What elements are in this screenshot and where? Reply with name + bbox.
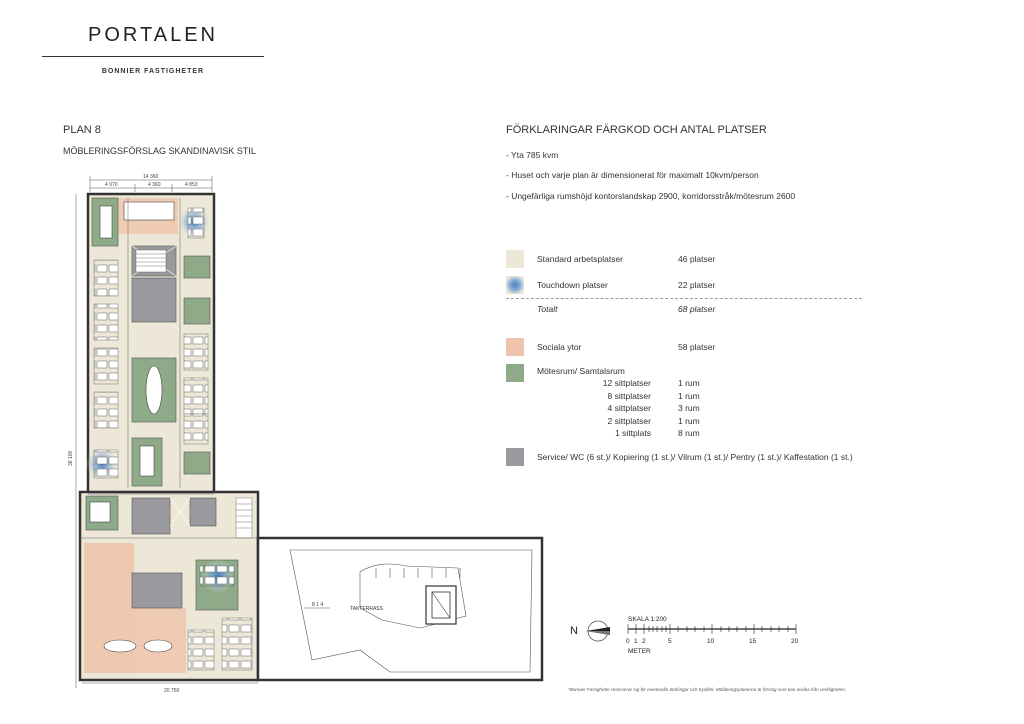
legend-note-area: - Yta 785 kvm (506, 150, 559, 160)
scale-tick-1: 1 (634, 638, 638, 645)
meeting-size-1: 1 sittplats (615, 428, 651, 438)
scale-label: SKALA 1:200 (628, 616, 667, 623)
meeting-count-8: 1 rum (678, 391, 700, 401)
dim-seg1: 4 970 (105, 182, 118, 188)
meeting-size-2: 2 sittplatser (607, 416, 651, 426)
terrace-dim: 8 1 4 (312, 602, 324, 608)
north-label: N (570, 625, 578, 637)
legend-title: FÖRKLARINGAR FÄRGKOD OCH ANTAL PLATSER (506, 124, 767, 136)
plan-title: PLAN 8 (63, 124, 101, 136)
legend-value-total: 68 platser (678, 304, 716, 314)
scale-bar (568, 610, 808, 660)
legend-value-touchdown: 22 platser (678, 280, 716, 290)
dim-height: 38 100 (68, 450, 74, 466)
legend-value-standard: 46 platser (678, 254, 716, 264)
north-arrow-icon (586, 621, 610, 641)
meeting-size-8: 8 sittplatser (607, 391, 651, 401)
legend-label-service: Service/ WC (6 st.)/ Kopiering (1 st.)/ Vilrum (1 st.)/ Pentry (1 st.)/ Kaffestation (1 st.) (537, 452, 853, 462)
meeting-count-12: 1 rum (678, 378, 700, 388)
meeting-count-1: 8 rum (678, 428, 700, 438)
legend-value-social: 58 platser (678, 342, 716, 352)
scale-tick-10: 10 (707, 638, 715, 645)
meeting-size-4: 4 sittplatser (607, 403, 651, 413)
legend-label-meeting: Mötesrum/ Samtalsrum (537, 366, 625, 376)
dim-bottom-width: 20 750 (164, 688, 180, 694)
brand-divider (42, 56, 264, 57)
scale-tick-2: 2 (642, 638, 646, 645)
legend-label-touchdown: Touchdown platser (537, 280, 608, 290)
brand-subtitle: BONNIER FASTIGHETER (101, 68, 205, 75)
dim-total-width: 14 360 (143, 174, 159, 180)
roof-terrace (258, 538, 542, 680)
scale-tick-20: 20 (791, 638, 799, 645)
terrace-label: TAKTERRASS (350, 606, 383, 612)
meeting-count-2: 1 rum (678, 416, 700, 426)
floor-plan (60, 168, 560, 698)
scale-tick-5: 5 (668, 638, 672, 645)
plan-subtitle: MÖBLERINGSFÖRSLAG SKANDINAVISK STIL (63, 146, 256, 156)
brand-logo-text: PORTALEN (88, 24, 218, 46)
disclaimer: *Bonnier Fastigheter reserverar sig för eventuella ändringar och tryckfel. Möbleringsplanerna är förslag som kan avvika från verkligheten. (568, 687, 847, 692)
legend-note-density: - Huset och varje plan är dimensionerat för maximalt 10kvm/person (506, 170, 759, 180)
scale-tick-0: 0 (626, 638, 630, 645)
dim-seg3: 4 853 (185, 182, 198, 188)
dim-seg2: 4 360 (148, 182, 161, 188)
legend-label-total: Totalt (537, 304, 558, 314)
meeting-size-12: 12 sittplatser (602, 378, 651, 388)
legend-note-height: - Ungefärliga rumshöjd kontorslandskap 2900, korridorsstråk/mötesrum 2600 (506, 191, 796, 201)
legend-label-social: Sociala ytor (537, 342, 582, 352)
meeting-count-4: 3 rum (678, 403, 700, 413)
legend-label-standard: Standard arbetsplatser (537, 254, 623, 264)
scale-tick-15: 15 (749, 638, 757, 645)
scale-unit: METER (628, 648, 651, 655)
